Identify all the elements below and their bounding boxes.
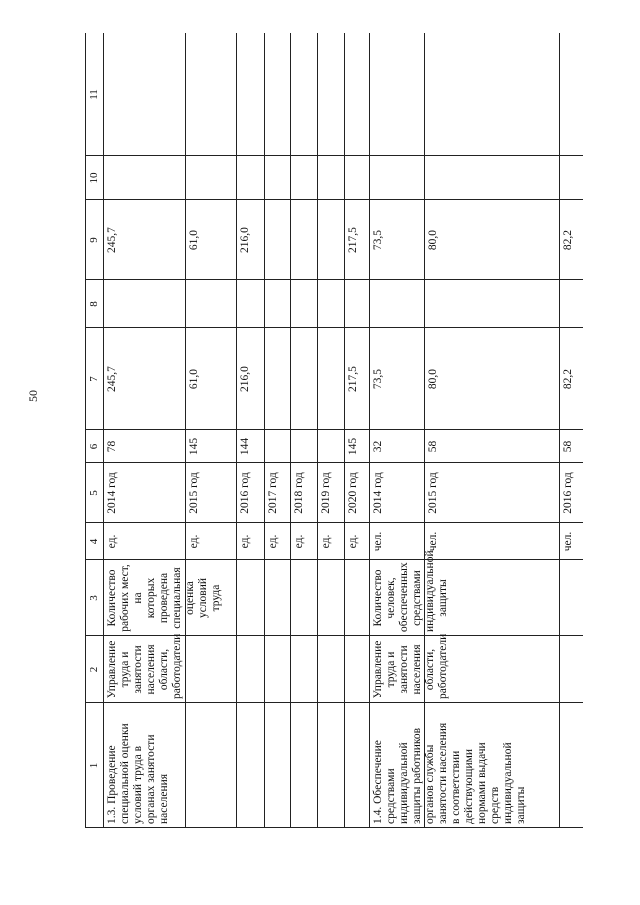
table-cell: Управление труда и занятости населения области, работодатели (372, 633, 449, 699)
table-cell: чел. (562, 531, 574, 552)
table-cell: 2016 год (562, 472, 574, 514)
table-cell: чел. (372, 531, 384, 552)
table-cell: 1.4. Обеспечение средствами индивидуальной защиты работников органов службы занятости населения в соответствии действующими нормами выдачи средств индивидуальной защиты (372, 722, 527, 824)
table-cell: 145 (347, 437, 359, 456)
table-cell: 80,0 (427, 229, 439, 251)
table-cell: Количество рабочих мест, на которых проведена специальная оценка условий труда (106, 564, 222, 632)
table-cell: 73,5 (372, 368, 384, 390)
table-cell: ед. (347, 534, 359, 549)
table-cell: 2019 год (320, 472, 332, 514)
column-header: 7 (88, 376, 100, 382)
table-cell: 2017 год (267, 472, 279, 514)
table-cell: ед. (239, 534, 251, 549)
column-header: 8 (88, 301, 100, 307)
table-cell: 216,0 (239, 227, 251, 253)
table-cell: 2015 год (427, 472, 439, 514)
column-header: 6 (88, 443, 100, 450)
table-cell: 144 (239, 437, 251, 456)
table-cell: 2018 год (293, 472, 305, 514)
column-header: 10 (88, 172, 100, 184)
table-cell: 245,7 (106, 227, 118, 253)
table-cell: 2020 год (347, 472, 359, 514)
table-cell: 216,0 (239, 366, 251, 392)
column-header: 4 (88, 538, 100, 545)
table-content (85, 33, 583, 828)
table-cell: 217,5 (347, 366, 359, 392)
table-cell: 58 (562, 440, 574, 453)
table-cell: ед. (293, 534, 305, 549)
table-cell: 2016 год (239, 472, 251, 514)
table-cell: ед. (267, 534, 279, 549)
table-cell: 2014 год (372, 472, 384, 514)
column-header: 1 (88, 762, 100, 769)
table-cell: чел. (427, 531, 439, 552)
column-header: 5 (88, 490, 100, 496)
table-cell: 2014 год (106, 472, 118, 514)
table-cell: 145 (188, 437, 200, 456)
table-cell: 80,0 (427, 368, 439, 390)
column-header: 9 (88, 237, 100, 243)
table-cell: 61,0 (188, 229, 200, 251)
table-cell: ед. (106, 534, 118, 549)
table-cell: 73,5 (372, 229, 384, 251)
column-header: 3 (88, 595, 100, 601)
table-cell: 82,2 (562, 229, 574, 251)
table-cell: 2015 год (188, 472, 200, 514)
table-cell: ед. (320, 534, 332, 549)
column-header: 2 (88, 666, 100, 673)
page-number: 50 (26, 390, 40, 402)
table-cell: 245,7 (106, 366, 118, 392)
table-cell: 61,0 (188, 368, 200, 390)
table-cell: 78 (106, 440, 118, 453)
table-cell: 82,2 (562, 368, 574, 390)
table-cell: Управление труда и занятости населения области, работодатели (106, 633, 183, 699)
table-cell: Количество человек, обеспеченных средствами индивидуальной защиты (372, 550, 449, 632)
table-cell: ед. (188, 534, 200, 549)
data-table (85, 33, 583, 828)
table-cell: 217,5 (347, 227, 359, 253)
table-cell: 1.3. Проведение специальной оценки условий труда в органах занятости населения (106, 723, 170, 824)
table-cell: 58 (427, 440, 439, 453)
column-header: 11 (88, 89, 100, 100)
table-cell: 32 (372, 440, 384, 453)
